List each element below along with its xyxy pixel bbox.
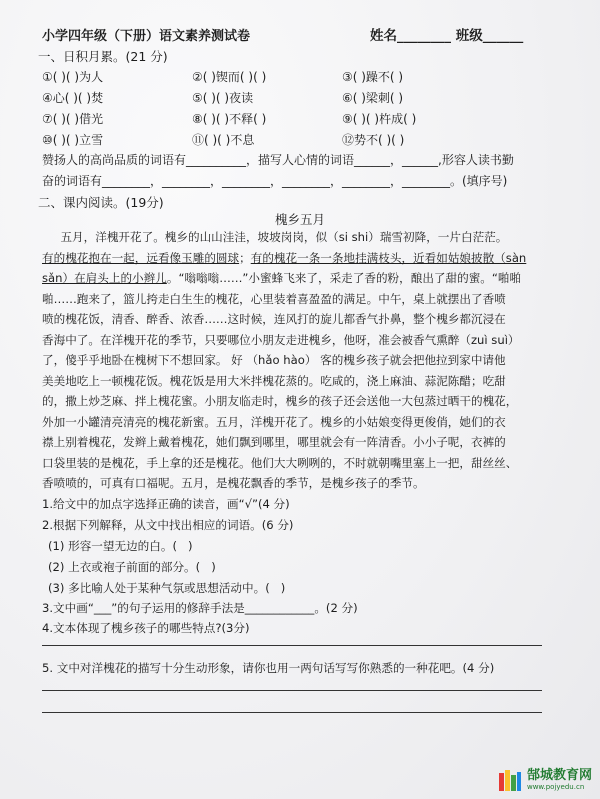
idiom-cell: ③( )躁不( ) bbox=[342, 70, 404, 84]
passage-line: 美美地吃上一顿槐花饭。槐花饭是用大米拌槐花蒸的。吃咸的，浇上麻油、蒜泥陈醋；吃甜 bbox=[42, 373, 506, 388]
passage-text: 五月，洋槐开花了。槐乡的山山洼洼，坡坡岗岗，似（si shi）瑞雪初降，一片白茫茫。 bbox=[60, 230, 508, 244]
underlined-sentence: 有的槐花抱在一起，远看像玉雕的圆球 bbox=[42, 250, 240, 265]
reading-passage bbox=[42, 227, 557, 494]
answer-line bbox=[42, 690, 542, 691]
exam-title: 小学四年级（下册）语文素养测试卷 bbox=[42, 29, 251, 44]
passage-title: 槐乡五月 bbox=[274, 212, 325, 227]
answer-line bbox=[42, 712, 542, 713]
idiom-cell: ⑪( )( )不息 bbox=[192, 133, 255, 147]
question-2-item-1: (1) 形容一望无边的白。( ) bbox=[48, 539, 193, 553]
idiom-cell: ⑩( )( )立雪 bbox=[42, 133, 104, 147]
idiom-row bbox=[42, 68, 492, 89]
idiom-cell: ⑥( )梁刺( ) bbox=[342, 91, 404, 105]
passage-line: 口袋里装的是槐花，手上拿的还是槐花。他们大大咧咧的，不时就朝嘴里塞上一把，甜丝丝、 bbox=[42, 455, 518, 470]
question-2-item-2: (2) 上衣或袍子前面的部分。( ) bbox=[48, 560, 216, 574]
passage-line: 外加一小罐清亮清亮的槐花新蜜。五月，洋槐开花了。槐乡的小姑娘变得更俊俏，她们的衣 bbox=[42, 414, 506, 429]
passage-line: 喷的槐花饭，清香、醉香、浓香……这时候，连风打的旋儿都香气扑鼻，整个槐乡都沉浸在 bbox=[42, 312, 506, 326]
fill-in-line-2: 奋的词语有________，________，________，________，________，________。(填序号) bbox=[42, 174, 508, 188]
name-class-field: 姓名________ 班级______ bbox=[370, 28, 524, 44]
idiom-row bbox=[42, 131, 492, 152]
section2-heading: 二、课内阅读。(19分) bbox=[38, 195, 164, 210]
idiom-cell: ①( )( )为人 bbox=[42, 70, 104, 84]
question-2-item-3: (3) 多比喻人处于某种气氛或思想活动中。( ) bbox=[48, 581, 286, 595]
passage-line: 襟上别着槐花，发辫上戴着槐花，她们飘到哪里，哪里就会有一阵清香。小小子呢，衣裤的 bbox=[42, 435, 506, 449]
passage-line: 了，傻乎乎地卧在槐树下不想回家。 好 （hǎo hào） 客的槐乡孩子就会把他拉到家中请他 bbox=[42, 353, 506, 367]
idiom-cell: ⑫势不( )( ) bbox=[342, 133, 405, 147]
idiom-row bbox=[42, 89, 492, 110]
idiom-cell: ④心( )( )焚 bbox=[42, 91, 104, 105]
idiom-row bbox=[42, 110, 492, 131]
site-watermark bbox=[497, 767, 592, 793]
watermark-name: 郜城教育网 bbox=[526, 768, 592, 783]
passage-line bbox=[42, 248, 557, 269]
passage-text: ； bbox=[239, 250, 251, 265]
question-1: 1.给文中的加点字选择正确的读音，画“√”(4 分) bbox=[42, 497, 290, 511]
question-4: 4.文本体现了槐乡孩子的哪些特点?(3分) bbox=[42, 621, 250, 635]
passage-line bbox=[42, 268, 557, 289]
idiom-cell: ⑧( )( )不释( ) bbox=[192, 112, 267, 126]
passage-line: 的，撒上炒芝麻、拌上槐花蜜。小朋友临走时，槐乡的孩子还会送他一大包蒸过晒干的槐花， bbox=[42, 394, 518, 408]
passage-line: 啪……跑来了，篮儿挎走白生生的槐花，心里装着喜盈盈的满足。中午，桌上就摆出了香喷 bbox=[42, 291, 506, 306]
books-logo-icon bbox=[497, 767, 523, 793]
question-2: 2.根据下列解释，从文中找出相应的词语。(6 分) bbox=[42, 518, 294, 532]
underlined-sentence: 有的槐花一条一条地挂满枝头，近看如姑娘披散（sàn bbox=[250, 250, 527, 265]
question-3: 3.文中画“___”的句子运用的修辞手法是____________。(2 分) bbox=[42, 601, 358, 615]
idiom-cell: ⑦( )( )借光 bbox=[42, 112, 104, 126]
passage-line: 香喷喷的，可真有口福呢。五月，是槐花飘香的季节，是槐乡孩子的季节。 bbox=[42, 476, 425, 490]
idiom-grid bbox=[42, 68, 492, 152]
fill-in-line-1: 赞扬人的高尚品质的词语有__________，描写人心情的词语______，______,形容人读书勤 bbox=[42, 153, 514, 167]
passage-line bbox=[42, 227, 557, 248]
passage-line: 香海中了。在洋槐开花的季节，只要哪位小朋友走进槐乡，他呀，准会被香气熏醉（zuì suì） bbox=[42, 332, 520, 347]
watermark-url: www.pojyedu.cn bbox=[526, 783, 585, 791]
section1-heading: 一、日积月累。(21 分) bbox=[38, 49, 168, 64]
idiom-cell: ⑤( )( )夜读 bbox=[192, 91, 254, 105]
underlined-sentence: sǎn）在肩头上的小辫儿 bbox=[42, 271, 167, 285]
question-5: 5. 文中对洋槐花的描写十分生动形象，请你也用一两句话写写你熟悉的一种花吧。(4 分) bbox=[42, 661, 495, 675]
idiom-cell: ⑨( )( )杵成( ) bbox=[342, 112, 417, 126]
passage-text: 。“嗡嗡嗡……”小蜜蜂飞来了，采走了香的粉，酿出了甜的蜜。“啪啪 bbox=[166, 271, 522, 285]
idiom-cell: ②( )锲而( )( ) bbox=[192, 70, 267, 84]
answer-line bbox=[42, 645, 542, 646]
